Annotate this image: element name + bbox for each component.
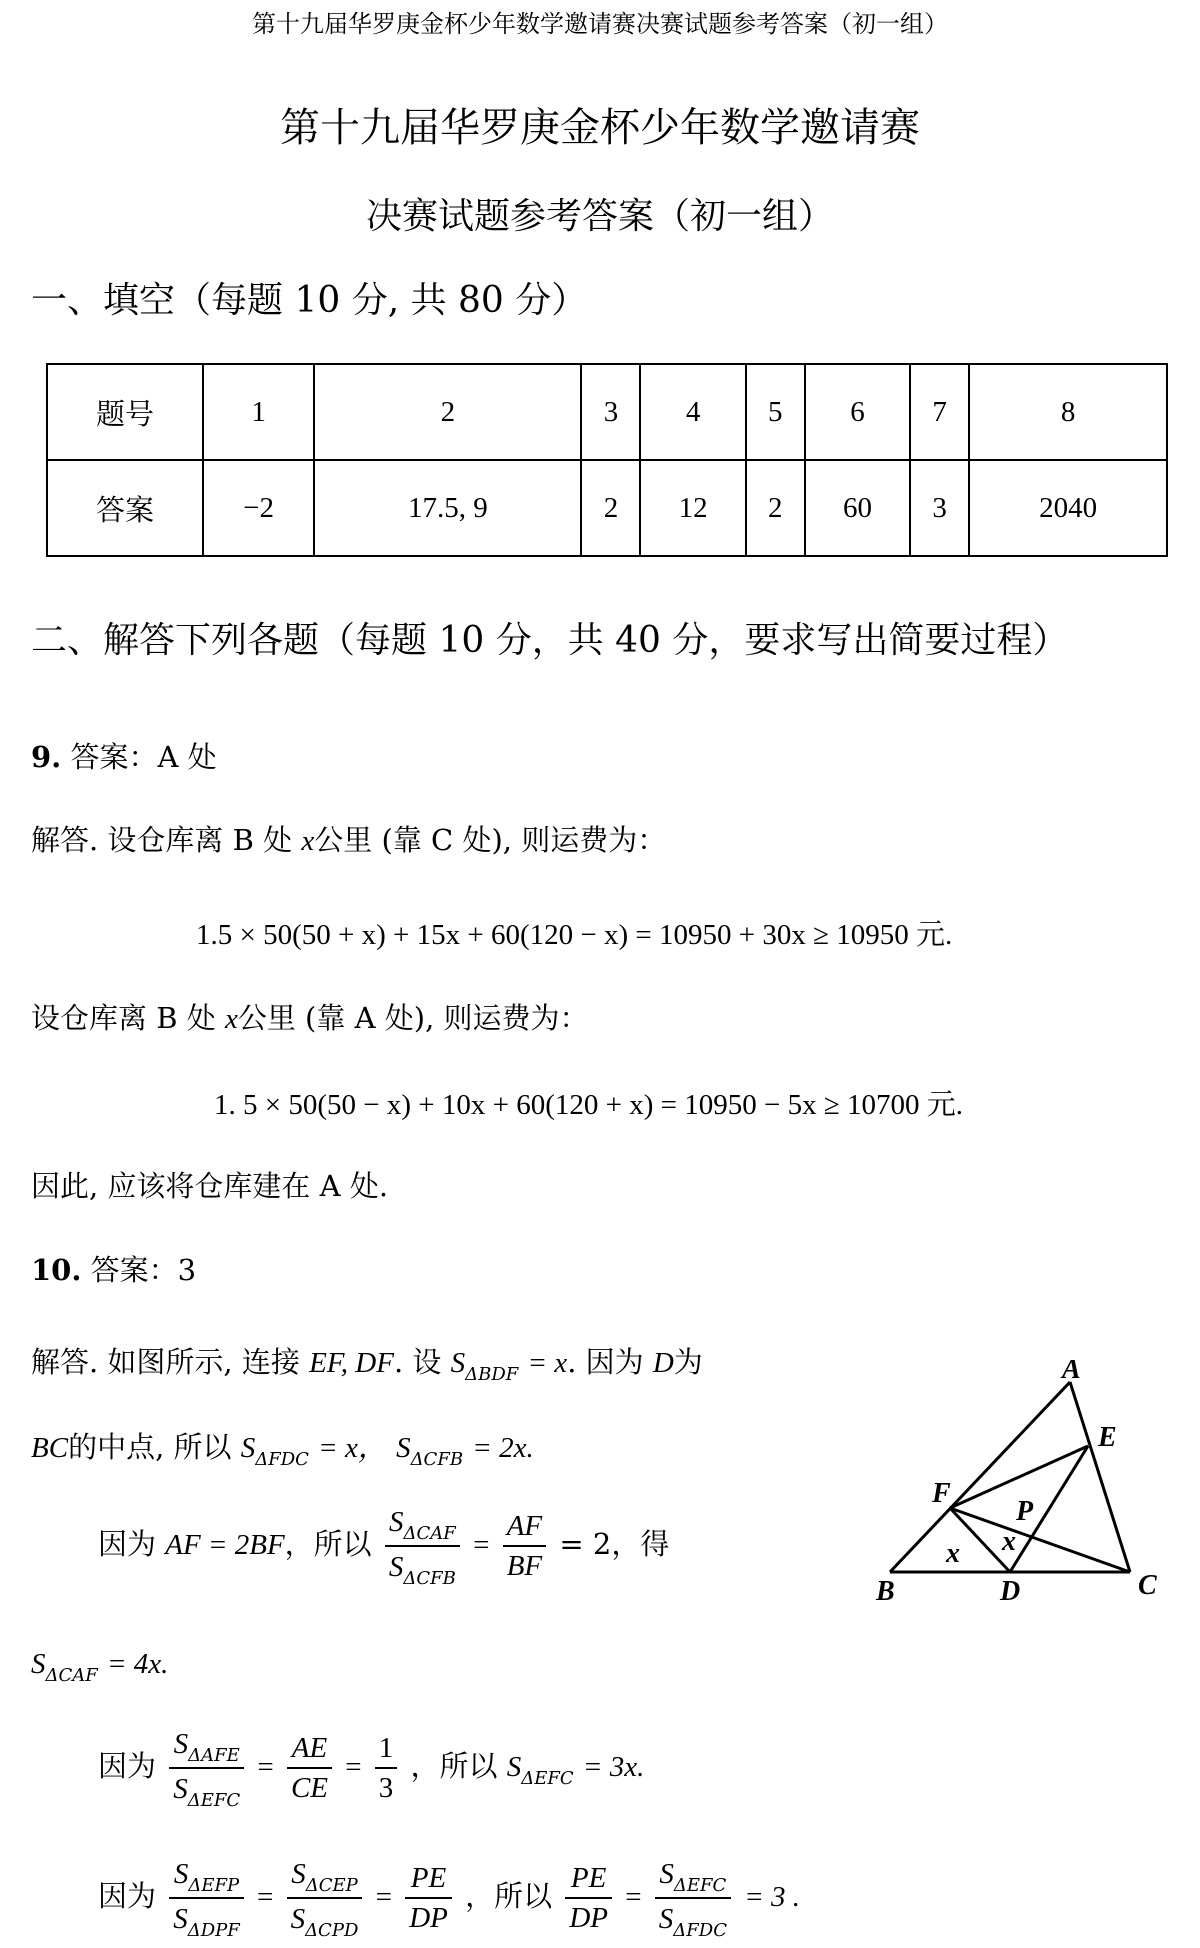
label-b: B (876, 1576, 895, 1607)
q10-text: 的中点, 所以 (68, 1430, 232, 1464)
q10-solution-line5: 因为 $\frac{S_{\Delta AFE}}{S_{\Delta EFC}}$ = $\frac{AE}{CE}$ = $\frac{1}{3}$ ，所以 $S_{\Delta EFC} = 3x$. (98, 1728, 645, 1811)
math-expr: CE (290, 1772, 328, 1804)
table-cell: 7 (910, 364, 969, 460)
math-area-symbol: S (290, 1903, 306, 1935)
q9-conclusion: 因此, 应该将仓库建在 A 处. (31, 1169, 389, 1203)
q10-solution-line2 (31, 1425, 534, 1470)
math-expr: DP (569, 1902, 608, 1934)
segment-fc (950, 1508, 1130, 1572)
q10-answer: 答案：3 (90, 1253, 197, 1287)
fraction (169, 1726, 244, 1810)
q10-text: ，所以 (410, 1749, 498, 1783)
math-expr: PE (565, 1861, 612, 1899)
math-expr: EF, DF (309, 1347, 394, 1379)
math-subscript: ΔDPF (187, 1920, 240, 1941)
math-subscript: ΔCFB (403, 1568, 456, 1589)
math-var: x (224, 1003, 238, 1035)
q9-text: 公里 (靠 C 处), 则运费为： (314, 823, 667, 857)
q10-answer-line (31, 1248, 196, 1289)
math-subscript: ΔCEP (305, 1875, 358, 1896)
table-cell: 5 (746, 364, 805, 460)
table-cell: 2040 (969, 460, 1167, 556)
fraction (565, 1861, 612, 1935)
label-e: E (1098, 1422, 1117, 1453)
math-area-symbol: S (173, 1728, 189, 1760)
q10-solution-line4 (31, 1646, 169, 1686)
label-x-left: x (946, 1538, 960, 1569)
table-row-questions (47, 364, 1167, 460)
math-area-symbol: S (450, 1347, 466, 1379)
fraction (287, 1856, 363, 1940)
math-area-symbol: S (173, 1903, 188, 1935)
q10-number: 10. (31, 1253, 82, 1287)
table-header-cell: 答案 (47, 460, 203, 556)
table-header-cell: 题号 (47, 364, 203, 460)
label-p: P (1016, 1496, 1034, 1527)
q10-text: = 2，得 (559, 1527, 670, 1561)
label-c: C (1138, 1570, 1157, 1601)
math-expr: AF = 2BF (165, 1529, 285, 1561)
math-expr: = x， (318, 1432, 387, 1464)
math-expr: DP (409, 1902, 448, 1934)
math-subscript: ΔFDC (255, 1449, 309, 1470)
q9-answer: 答案：A 处 (70, 740, 217, 774)
fraction (375, 1731, 398, 1805)
q9-text: 公里 (靠 A 处), 则运费为： (237, 1001, 589, 1035)
table-cell: 6 (805, 364, 910, 460)
q9-text: 解答. 设仓库离 B 处 (31, 823, 293, 857)
math-subscript: ΔCAF (45, 1665, 98, 1686)
answer-table (46, 363, 1168, 557)
math-subscript: ΔEFP (188, 1875, 240, 1896)
math-subscript: ΔFDC (673, 1920, 727, 1941)
math-expr: = 3 . (744, 1881, 801, 1913)
table-row-answers (47, 460, 1167, 556)
q9-equation-2: 1. 5 × 50(50 − x) + 10x + 60(120 + x) = 10950 − 5x ≥ 10700 元. (214, 1089, 964, 1121)
math-subscript: ΔCPD (305, 1920, 359, 1941)
math-expr: 3 (378, 1772, 394, 1804)
math-subscript: ΔEFC (673, 1875, 727, 1896)
table-cell: 2 (746, 460, 805, 556)
fraction (169, 1856, 244, 1940)
q10-solution-line3: 因为 AF = 2BF，所以 $\frac{S_{\Delta CAF}}{S_{\Delta CFB}}$ = $\frac{AF}{BF}$ = 2，得 (98, 1506, 670, 1589)
q10-solution-line6: 因为 $\frac{S_{\Delta EFP}}{S_{\Delta DPF}}$ = $\frac{S_{\Delta CEP}}{S_{\Delta CPD}}$ = $\frac{PE}{DP}$ ，所以 $\frac{PE}{DP}$ = $\frac{S_{\Delta EFC}}{S_{\Delta FDC}}$ = 3 . (98, 1858, 801, 1941)
q9-equation-1: 1.5 × 50(50 + x) + 15x + 60(120 − x) = 10950 + 30x ≥ 10950 元. (196, 919, 953, 951)
table-cell: 1 (203, 364, 314, 460)
math-subscript: ΔCAF (403, 1523, 456, 1544)
edge-ab (890, 1382, 1070, 1572)
math-area-symbol: S (240, 1432, 256, 1464)
section-heading-solutions: 二、解答下列各题（每题 10 分，共 40 分，要求写出简要过程） (31, 620, 1069, 661)
math-area-symbol: S (506, 1751, 522, 1783)
q10-text: . 设 (393, 1345, 442, 1379)
math-subscript: ΔEFC (521, 1768, 574, 1789)
math-expr: PE (405, 1861, 452, 1899)
math-area-symbol: S (396, 1432, 411, 1464)
label-f: F (932, 1478, 951, 1509)
section-heading-fill-in: 一、填空（每题 10 分, 共 80 分） (31, 280, 588, 321)
table-cell: 2 (314, 364, 581, 460)
math-expr: = 4x. (106, 1648, 169, 1680)
q9-text: 设仓库离 B 处 (31, 1001, 216, 1035)
page-subtitle: 决赛试题参考答案（初一组） (365, 196, 834, 237)
label-d: D (1000, 1576, 1021, 1607)
math-expr: BF (506, 1550, 543, 1582)
math-expr: = 3x. (582, 1751, 645, 1783)
table-cell: 2 (581, 460, 640, 556)
math-var: BC (31, 1432, 69, 1464)
table-cell: 60 (805, 460, 910, 556)
math-expr: = x (527, 1347, 568, 1379)
math-area-symbol: S (173, 1858, 189, 1890)
math-subscript: ΔCFB (410, 1449, 464, 1470)
table-cell: 8 (969, 364, 1167, 460)
label-a: A (1062, 1360, 1081, 1385)
fraction (405, 1861, 452, 1935)
math-expr: 1 (375, 1731, 398, 1769)
math-expr: AF (503, 1509, 546, 1547)
label-x-right: x (1002, 1526, 1016, 1557)
math-var: x (301, 825, 315, 857)
math-expr: AE (287, 1731, 332, 1769)
math-area-symbol: S (388, 1551, 404, 1583)
fraction (503, 1509, 546, 1583)
q10-text: 解答. 如图所示, 连接 (31, 1345, 300, 1379)
q10-text: ，所以 (284, 1527, 372, 1561)
q10-text: ，所以 (465, 1879, 553, 1913)
q10-text: 因为 (98, 1527, 157, 1561)
table-cell: 3 (581, 364, 640, 460)
q10-text: 因为 (98, 1879, 157, 1913)
math-area-symbol: S (389, 1506, 404, 1538)
edge-ac (1070, 1382, 1130, 1572)
q9-solution-line1 (31, 818, 666, 859)
math-subscript: ΔBDF (465, 1364, 519, 1385)
table-cell: 12 (640, 460, 745, 556)
table-cell: 3 (910, 460, 969, 556)
math-subscript: ΔEFC (187, 1790, 241, 1811)
q10-text: 为 (673, 1345, 703, 1379)
running-header: 第十九届华罗庚金杯少年数学邀请赛决赛试题参考答案（初一组） (252, 10, 948, 38)
math-area-symbol: S (31, 1648, 46, 1680)
table-cell: −2 (203, 460, 314, 556)
q10-text: . 因为 (567, 1345, 644, 1379)
math-var: D (652, 1347, 674, 1379)
q9-answer-line (31, 735, 217, 776)
math-area-symbol: S (291, 1858, 306, 1890)
q9-number: 9. (31, 740, 62, 774)
table-cell: 4 (640, 364, 745, 460)
q10-solution-line1 (31, 1340, 703, 1385)
fraction (385, 1504, 460, 1588)
triangle-figure (870, 1360, 1190, 1610)
q9-solution-line2 (31, 996, 589, 1037)
fraction (655, 1856, 731, 1940)
math-area-symbol: S (658, 1903, 674, 1935)
math-area-symbol: S (659, 1858, 674, 1890)
fraction (287, 1731, 332, 1805)
table-cell: 17.5, 9 (314, 460, 581, 556)
math-area-symbol: S (173, 1773, 188, 1805)
q10-text: 因为 (98, 1749, 157, 1783)
math-expr: = 2x. (472, 1432, 534, 1464)
page-title: 第十九届华罗庚金杯少年数学邀请赛 (280, 105, 920, 151)
math-subscript: ΔAFE (188, 1745, 240, 1766)
